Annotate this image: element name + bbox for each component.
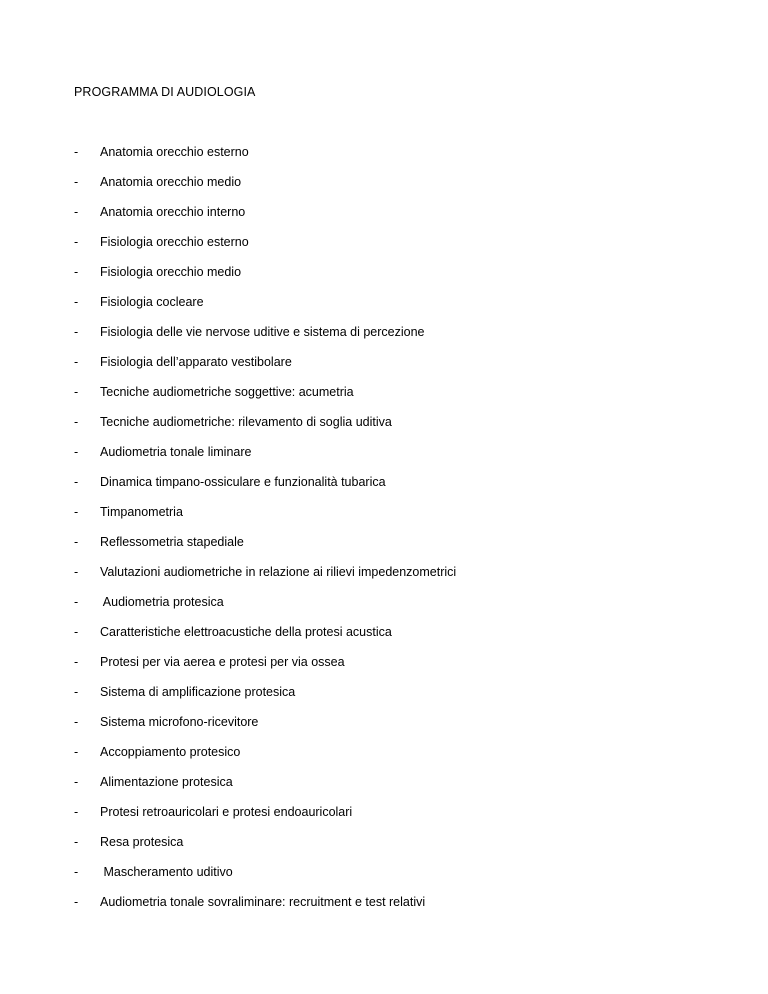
- list-item-text: Fisiologia cocleare: [100, 295, 204, 310]
- list-bullet: -: [74, 235, 79, 250]
- list-item: [0, 234, 768, 264]
- list-bullet: -: [74, 655, 79, 670]
- list-item-text: Protesi retroauricolari e protesi endoauricolari: [100, 805, 353, 820]
- list-item: [0, 474, 768, 504]
- list-item-text: Tecniche audiometriche soggettive: acumetria: [100, 385, 354, 400]
- list-bullet: -: [74, 355, 79, 370]
- list-bullet: -: [74, 625, 79, 640]
- list-bullet: -: [74, 865, 79, 880]
- list-item: [0, 774, 768, 804]
- list-item-text: Resa protesica: [100, 835, 184, 850]
- list-item-text: Mascheramento uditivo: [100, 865, 233, 880]
- list-bullet: -: [74, 685, 79, 700]
- list-bullet: -: [74, 385, 79, 400]
- list-item-text: Fisiologia delle vie nervose uditive e sistema di percezione: [100, 325, 425, 340]
- list-item: [0, 354, 768, 384]
- list-bullet: -: [74, 595, 79, 610]
- list-item: [0, 414, 768, 444]
- list-bullet: -: [74, 265, 79, 280]
- list-item: [0, 684, 768, 714]
- list-bullet: -: [74, 535, 79, 550]
- list-item-text: Anatomia orecchio interno: [100, 205, 246, 220]
- list-item-text: Anatomia orecchio medio: [100, 175, 242, 190]
- list-item: [0, 144, 768, 174]
- list-item-text: Alimentazione protesica: [100, 775, 233, 790]
- list-bullet: -: [74, 145, 79, 159]
- list-bullet: -: [74, 175, 79, 190]
- list-item-text: Valutazioni audiometriche in relazione ai rilievi impedenzometrici: [100, 565, 457, 580]
- list-item: [0, 324, 768, 354]
- list-item: [0, 384, 768, 414]
- list-item-text: Dinamica timpano-ossiculare e funzionalità tubarica: [100, 475, 386, 490]
- list-item: [0, 654, 768, 684]
- list-item-text: Caratteristiche elettroacustiche della protesi acustica: [100, 625, 392, 640]
- list-item-text: Fisiologia dell’apparato vestibolare: [100, 355, 292, 370]
- list-item-text: Timpanometria: [100, 505, 183, 520]
- list-item: [0, 504, 768, 534]
- list-bullet: -: [74, 205, 79, 220]
- list-item: [0, 294, 768, 324]
- list-bullet: -: [74, 475, 79, 490]
- list-bullet: -: [74, 835, 79, 850]
- list-item: [0, 444, 768, 474]
- list-item-text: Fisiologia orecchio medio: [100, 265, 242, 280]
- list-item-text: Audiometria tonale liminare: [100, 445, 252, 460]
- list-bullet: -: [74, 325, 79, 340]
- list-item-text: Fisiologia orecchio esterno: [100, 235, 249, 250]
- list-bullet: -: [74, 745, 79, 760]
- list-item: [0, 804, 768, 834]
- list-item: [0, 594, 768, 624]
- document-title: PROGRAMMA DI AUDIOLOGIA: [74, 85, 256, 99]
- list-item-text: Reflessometria stapediale: [100, 535, 244, 550]
- list-item-text: Protesi per via aerea e protesi per via ossea: [100, 655, 345, 670]
- list-item: [0, 864, 768, 894]
- list-item: [0, 204, 768, 234]
- list-item: [0, 534, 768, 564]
- list-bullet: -: [74, 715, 79, 730]
- list-bullet: -: [74, 805, 79, 820]
- list-bullet: -: [74, 565, 79, 580]
- list-bullet: -: [74, 295, 79, 310]
- list-item: [0, 714, 768, 744]
- list-item: [0, 174, 768, 204]
- list-bullet: -: [74, 505, 79, 520]
- list-item: [0, 834, 768, 864]
- list-item-text: Tecniche audiometriche: rilevamento di soglia uditiva: [100, 415, 392, 430]
- list-item-text: Sistema di amplificazione protesica: [100, 685, 296, 700]
- list-item-text: Sistema microfono-ricevitore: [100, 715, 259, 730]
- list-item: [0, 564, 768, 594]
- list-item: [0, 264, 768, 294]
- list-item: [0, 624, 768, 654]
- list-item-text: Audiometria tonale sovraliminare: recruitment e test relativi: [100, 895, 426, 910]
- topic-list: [0, 144, 768, 924]
- list-bullet: -: [74, 415, 79, 430]
- list-bullet: -: [74, 445, 79, 460]
- list-item: [0, 894, 768, 924]
- list-bullet: -: [74, 895, 79, 910]
- list-item-text: Anatomia orecchio esterno: [100, 145, 249, 159]
- list-item: [0, 744, 768, 774]
- list-item-text: Accoppiamento protesico: [100, 745, 241, 760]
- list-item-text: Audiometria protesica: [100, 595, 224, 610]
- list-bullet: -: [74, 775, 79, 790]
